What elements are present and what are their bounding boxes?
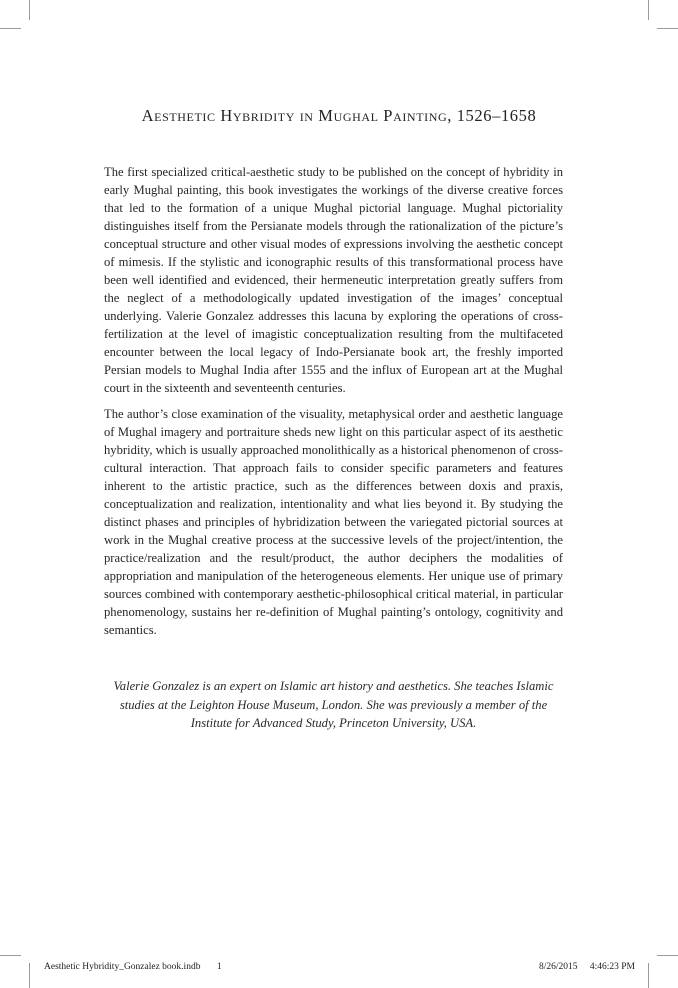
paragraph: The author’s close examination of the visuality, metaphysical order and aesthetic language of Mughal imagery and portraiture sheds new light on this particular aspect of its aesthetic hybridity, which is usually approached monolithically as a historical phenomenon of cross-cultural interaction. That approach fails to consider specific parameters and features inherent to the artistic practice, such as the differences between doxis and praxis, conceptualization and realization, intentionality and what lies beyond it. By studying the distinct phases and principles of hybridization between the variegated pictorial sources at work in the Mughal creative process at the successive levels of the project/intention, the practice/realization and the result/product, the author deciphers the modalities of appropriation and manipulation of the heterogeneous elements. Her unique use of primary sources combined with contemporary aesthetic-philosophical critical material, in particular phenomenology, sustains her re-definition of Mughal painting’s ontology, cognitivity and semantics. bbox=[104, 407, 563, 637]
crop-mark-top-left-vertical bbox=[29, 0, 30, 20]
crop-mark-bottom-right-horizontal bbox=[657, 955, 678, 956]
body-text-block bbox=[104, 163, 563, 733]
crop-mark-top-left-horizontal bbox=[0, 28, 21, 29]
author-bio: Valerie Gonzalez is an expert on Islamic art history and aesthetics. She teaches Islamic studies at the Leighton House Museum, London. She was previously a member of the Institute for Advanced Study, Princeton University, USA. bbox=[113, 679, 554, 730]
footer-date: 8/26/2015 bbox=[538, 962, 578, 972]
crop-mark-bottom-left-horizontal bbox=[0, 955, 21, 956]
crop-mark-top-right-horizontal bbox=[657, 28, 678, 29]
footer-right bbox=[539, 962, 635, 972]
slug-footer bbox=[0, 962, 678, 978]
footer-left bbox=[44, 962, 222, 972]
page-title: Aesthetic Hybridity in Mughal Painting, 1526–1658 bbox=[141, 106, 537, 125]
footer-filename: Aesthetic Hybridity_Gonzalez book.indb bbox=[44, 962, 201, 972]
crop-mark-top-right-vertical bbox=[648, 0, 649, 20]
footer-time: 4:46:23 PM bbox=[589, 962, 635, 972]
paragraph: The first specialized critical-aesthetic study to be published on the concept of hybridity in early Mughal painting, this book investigates the workings of the diverse creative forces that led to the formation of a unique Mughal pictorial language. Mughal pictoriality distinguishes itself from the Persianate models through the rationalization of the picture’s conceptual structure and other visual modes of expressions involving the aesthetic concept of mimesis. If the stylistic and iconographic results of this transformational process have been well identified and evidenced, their hermeneutic interpretation greatly suffers from the neglect of a methodologically updated investigation of the images’ conceptual underlying. Valerie Gonzalez addresses this lacuna by exploring the operations of cross-fertilization at the level of imagistic conceptualization resulting from the multifaceted encounter between the local legacy of Indo-Persianate book art, the freshly imported Persian models to Mughal India after 1555 and the influx of European art at the Mughal court in the sixteenth and seventeenth centuries. bbox=[104, 165, 563, 395]
footer-page-number: 1 bbox=[216, 962, 222, 972]
